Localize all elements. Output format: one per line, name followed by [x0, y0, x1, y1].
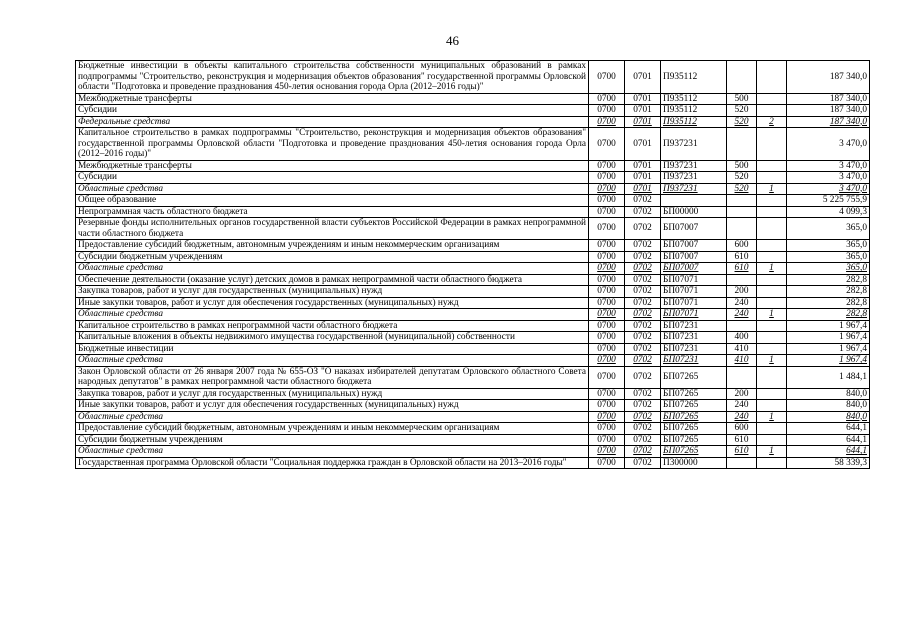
row-expense-type-code: 520 — [727, 183, 757, 195]
row-expense-type-code: 240 — [727, 400, 757, 412]
row-amount: 1 967,4 — [787, 355, 870, 367]
row-expense-type-code: 240 — [727, 309, 757, 321]
row-subsection-code: 0702 — [625, 195, 661, 207]
row-amount: 1 484,1 — [787, 366, 870, 388]
table-row — [76, 93, 870, 105]
row-section-code: 0700 — [589, 434, 625, 446]
row-section-code: 0700 — [589, 263, 625, 275]
table-row — [76, 195, 870, 207]
table-row — [76, 388, 870, 400]
row-name: Предоставление субсидий бюджетным, автономным учреждениям и иным некоммерческим организациям — [76, 240, 589, 252]
row-section-code: 0700 — [589, 446, 625, 458]
table-row — [76, 309, 870, 321]
row-subsection-code: 0702 — [625, 388, 661, 400]
row-funding-source-code — [757, 297, 787, 309]
row-name: Общее образование — [76, 195, 589, 207]
row-funding-source-code: 1 — [757, 355, 787, 367]
row-funding-source-code — [757, 457, 787, 469]
table-row — [76, 355, 870, 367]
row-amount: 187 340,0 — [787, 105, 870, 117]
row-funding-source-code — [757, 332, 787, 344]
row-amount: 1 967,4 — [787, 332, 870, 344]
row-funding-source-code — [757, 61, 787, 94]
row-name: Межбюджетные трансферты — [76, 160, 589, 172]
row-funding-source-code — [757, 195, 787, 207]
table-row — [76, 332, 870, 344]
row-expense-type-code: 410 — [727, 355, 757, 367]
row-amount: 187 340,0 — [787, 93, 870, 105]
row-amount: 365,0 — [787, 240, 870, 252]
row-subsection-code: 0701 — [625, 105, 661, 117]
table-row — [76, 218, 870, 240]
table-row — [76, 446, 870, 458]
row-subsection-code: 0702 — [625, 240, 661, 252]
row-subsection-code: 0702 — [625, 355, 661, 367]
row-funding-source-code — [757, 366, 787, 388]
row-target-article-code: БП07265 — [661, 423, 727, 435]
row-target-article-code: БП07071 — [661, 309, 727, 321]
table-row — [76, 183, 870, 195]
row-funding-source-code — [757, 388, 787, 400]
row-subsection-code: 0701 — [625, 93, 661, 105]
row-subsection-code: 0701 — [625, 183, 661, 195]
row-target-article-code: БП07007 — [661, 240, 727, 252]
table-row — [76, 160, 870, 172]
row-expense-type-code: 240 — [727, 411, 757, 423]
row-section-code: 0700 — [589, 388, 625, 400]
row-name: Резервные фонды исполнительных органов государственной власти субъектов Российской Федерации в рамках непрограммной части областного бюджета — [76, 218, 589, 240]
row-name: Иные закупки товаров, работ и услуг для обеспечения государственных (муниципальных) нужд — [76, 297, 589, 309]
table-row — [76, 411, 870, 423]
row-funding-source-code — [757, 434, 787, 446]
table-row — [76, 128, 870, 161]
row-target-article-code: П935112 — [661, 105, 727, 117]
row-target-article-code: П935112 — [661, 61, 727, 94]
row-subsection-code: 0702 — [625, 343, 661, 355]
row-amount: 840,0 — [787, 400, 870, 412]
row-target-article-code: П935112 — [661, 116, 727, 128]
row-name: Закон Орловской области от 26 января 2007 года № 655-ОЗ "О наказах избирателей депутатам Орловского областного Совета народных депутатов" в рамках непрограммной части областного бюджета — [76, 366, 589, 388]
table-row — [76, 366, 870, 388]
row-subsection-code: 0702 — [625, 320, 661, 332]
row-amount: 282,8 — [787, 309, 870, 321]
row-name: Субсидии бюджетным учреждениям — [76, 434, 589, 446]
table-row — [76, 116, 870, 128]
row-amount: 365,0 — [787, 218, 870, 240]
row-funding-source-code: 1 — [757, 411, 787, 423]
row-target-article-code: П937231 — [661, 160, 727, 172]
table-row — [76, 240, 870, 252]
row-section-code: 0700 — [589, 218, 625, 240]
row-expense-type-code: 200 — [727, 388, 757, 400]
row-expense-type-code: 520 — [727, 116, 757, 128]
row-amount: 282,8 — [787, 286, 870, 298]
row-target-article-code: БП07265 — [661, 434, 727, 446]
row-amount: 3 470,0 — [787, 160, 870, 172]
row-section-code: 0700 — [589, 355, 625, 367]
row-expense-type-code: 200 — [727, 286, 757, 298]
row-section-code: 0700 — [589, 240, 625, 252]
row-amount: 282,8 — [787, 274, 870, 286]
row-name: Субсидии — [76, 172, 589, 184]
row-amount: 187 340,0 — [787, 116, 870, 128]
row-expense-type-code — [727, 320, 757, 332]
row-funding-source-code: 1 — [757, 183, 787, 195]
row-section-code: 0700 — [589, 286, 625, 298]
row-subsection-code: 0702 — [625, 297, 661, 309]
row-funding-source-code — [757, 172, 787, 184]
row-expense-type-code: 610 — [727, 263, 757, 275]
row-expense-type-code: 600 — [727, 423, 757, 435]
row-section-code: 0700 — [589, 320, 625, 332]
table-row — [76, 61, 870, 94]
table-row — [76, 172, 870, 184]
row-amount: 3 470,0 — [787, 183, 870, 195]
row-subsection-code: 0702 — [625, 423, 661, 435]
row-subsection-code: 0702 — [625, 366, 661, 388]
table-row — [76, 434, 870, 446]
row-subsection-code: 0702 — [625, 446, 661, 458]
row-funding-source-code — [757, 160, 787, 172]
row-funding-source-code — [757, 240, 787, 252]
row-subsection-code: 0702 — [625, 206, 661, 218]
row-subsection-code: 0702 — [625, 263, 661, 275]
row-subsection-code: 0702 — [625, 218, 661, 240]
table-row — [76, 343, 870, 355]
row-subsection-code: 0702 — [625, 400, 661, 412]
row-section-code: 0700 — [589, 116, 625, 128]
row-section-code: 0700 — [589, 251, 625, 263]
row-target-article-code: П937231 — [661, 183, 727, 195]
table-row — [76, 297, 870, 309]
row-section-code: 0700 — [589, 93, 625, 105]
page-number: 46 — [446, 33, 459, 48]
row-target-article-code: П300000 — [661, 457, 727, 469]
row-section-code: 0700 — [589, 172, 625, 184]
row-target-article-code: БП07231 — [661, 332, 727, 344]
row-expense-type-code — [727, 218, 757, 240]
row-name: Иные закупки товаров, работ и услуг для обеспечения государственных (муниципальных) нужд — [76, 400, 589, 412]
row-funding-source-code — [757, 128, 787, 161]
row-funding-source-code — [757, 343, 787, 355]
row-subsection-code: 0702 — [625, 411, 661, 423]
row-funding-source-code — [757, 93, 787, 105]
row-section-code: 0700 — [589, 160, 625, 172]
row-section-code: 0700 — [589, 297, 625, 309]
row-target-article-code: П937231 — [661, 128, 727, 161]
row-subsection-code: 0702 — [625, 251, 661, 263]
row-subsection-code: 0701 — [625, 116, 661, 128]
row-section-code: 0700 — [589, 366, 625, 388]
row-name: Закупка товаров, работ и услуг для государственных (муниципальных) нужд — [76, 286, 589, 298]
row-expense-type-code: 610 — [727, 446, 757, 458]
row-amount: 5 225 755,9 — [787, 195, 870, 207]
table-row — [76, 274, 870, 286]
row-section-code: 0700 — [589, 411, 625, 423]
row-section-code: 0700 — [589, 195, 625, 207]
row-target-article-code: БП07265 — [661, 446, 727, 458]
row-section-code: 0700 — [589, 332, 625, 344]
row-subsection-code: 0702 — [625, 286, 661, 298]
row-funding-source-code — [757, 286, 787, 298]
row-subsection-code: 0701 — [625, 172, 661, 184]
row-target-article-code: БП07231 — [661, 320, 727, 332]
row-name: Субсидии — [76, 105, 589, 117]
row-name: Капитальные вложения в объекты недвижимого имущества государственной (муниципальной) собственности — [76, 332, 589, 344]
row-section-code: 0700 — [589, 183, 625, 195]
row-target-article-code: БП07265 — [661, 411, 727, 423]
row-funding-source-code: 1 — [757, 263, 787, 275]
row-name: Областные средства — [76, 183, 589, 195]
row-amount: 282,8 — [787, 297, 870, 309]
row-amount: 3 470,0 — [787, 172, 870, 184]
row-name: Областные средства — [76, 263, 589, 275]
table-row — [76, 263, 870, 275]
row-expense-type-code — [727, 366, 757, 388]
row-funding-source-code: 2 — [757, 116, 787, 128]
row-expense-type-code: 400 — [727, 332, 757, 344]
row-target-article-code: БП07265 — [661, 366, 727, 388]
row-amount: 3 470,0 — [787, 128, 870, 161]
table-row — [76, 457, 870, 469]
table-row — [76, 206, 870, 218]
row-name: Государственная программа Орловской области "Социальная поддержка граждан в Орловской области на 2013–2016 годы" — [76, 457, 589, 469]
row-subsection-code: 0701 — [625, 160, 661, 172]
row-expense-type-code: 520 — [727, 105, 757, 117]
table-row — [76, 423, 870, 435]
row-funding-source-code — [757, 400, 787, 412]
row-funding-source-code — [757, 206, 787, 218]
row-subsection-code: 0702 — [625, 434, 661, 446]
row-expense-type-code — [727, 195, 757, 207]
row-target-article-code: БП07007 — [661, 263, 727, 275]
row-section-code: 0700 — [589, 343, 625, 355]
row-subsection-code: 0702 — [625, 457, 661, 469]
row-expense-type-code: 520 — [727, 172, 757, 184]
row-name: Областные средства — [76, 446, 589, 458]
row-target-article-code: БП07007 — [661, 218, 727, 240]
table-row — [76, 286, 870, 298]
row-name: Межбюджетные трансферты — [76, 93, 589, 105]
row-subsection-code: 0701 — [625, 61, 661, 94]
row-target-article-code: БП07071 — [661, 274, 727, 286]
row-expense-type-code: 240 — [727, 297, 757, 309]
row-amount: 365,0 — [787, 263, 870, 275]
row-name: Капитальное строительство в рамках непрограммной части областного бюджета — [76, 320, 589, 332]
row-expense-type-code: 610 — [727, 434, 757, 446]
row-expense-type-code: 610 — [727, 251, 757, 263]
row-section-code: 0700 — [589, 105, 625, 117]
row-name: Субсидии бюджетным учреждениям — [76, 251, 589, 263]
row-name: Предоставление субсидий бюджетным, автономным учреждениям и иным некоммерческим организациям — [76, 423, 589, 435]
row-funding-source-code — [757, 320, 787, 332]
row-name: Капитальное строительство в рамках подпрограммы "Строительство, реконструкция и модернизация объектов образования" государственной программы Орловской области "Подготовка и проведение празднования 450-летия основания города Орла (2012–2016 годы)" — [76, 128, 589, 161]
row-expense-type-code — [727, 457, 757, 469]
row-expense-type-code — [727, 274, 757, 286]
row-target-article-code: БП07007 — [661, 251, 727, 263]
row-expense-type-code — [727, 128, 757, 161]
row-expense-type-code — [727, 206, 757, 218]
table-row — [76, 105, 870, 117]
row-subsection-code: 0702 — [625, 309, 661, 321]
row-section-code: 0700 — [589, 274, 625, 286]
row-funding-source-code — [757, 218, 787, 240]
row-target-article-code: БП07265 — [661, 388, 727, 400]
row-expense-type-code: 410 — [727, 343, 757, 355]
row-amount: 840,0 — [787, 411, 870, 423]
row-amount: 365,0 — [787, 251, 870, 263]
row-amount: 644,1 — [787, 423, 870, 435]
row-section-code: 0700 — [589, 309, 625, 321]
row-funding-source-code: 1 — [757, 446, 787, 458]
row-target-article-code: П937231 — [661, 172, 727, 184]
row-target-article-code: БП00000 — [661, 206, 727, 218]
table-row — [76, 251, 870, 263]
row-section-code: 0700 — [589, 61, 625, 94]
row-amount: 644,1 — [787, 434, 870, 446]
row-name: Непрограммная часть областного бюджета — [76, 206, 589, 218]
budget-table — [75, 60, 870, 469]
table-row — [76, 400, 870, 412]
row-funding-source-code — [757, 105, 787, 117]
row-target-article-code: П935112 — [661, 93, 727, 105]
row-name: Бюджетные инвестиции — [76, 343, 589, 355]
row-funding-source-code — [757, 251, 787, 263]
row-amount: 644,1 — [787, 446, 870, 458]
row-amount: 58 339,3 — [787, 457, 870, 469]
row-target-article-code: БП07071 — [661, 286, 727, 298]
row-amount: 1 967,4 — [787, 343, 870, 355]
row-subsection-code: 0701 — [625, 128, 661, 161]
row-subsection-code: 0702 — [625, 274, 661, 286]
row-target-article-code — [661, 195, 727, 207]
row-subsection-code: 0702 — [625, 332, 661, 344]
row-name: Областные средства — [76, 309, 589, 321]
row-expense-type-code: 600 — [727, 240, 757, 252]
row-name: Областные средства — [76, 411, 589, 423]
row-expense-type-code — [727, 61, 757, 94]
row-name: Бюджетные инвестиции в объекты капитального строительства собственности муниципальных образований в рамках подпрограммы "Строительство, реконструкция и модернизация объектов образования" государственной программы Орловской области "Подготовка и проведение празднования 450-летия основания города Орла (2012–2016 годы)" — [76, 61, 589, 94]
row-target-article-code: БП07231 — [661, 355, 727, 367]
row-section-code: 0700 — [589, 128, 625, 161]
row-section-code: 0700 — [589, 423, 625, 435]
row-name: Обеспечение деятельности (оказание услуг) детских домов в рамках непрограммной части областного бюджета — [76, 274, 589, 286]
row-amount: 840,0 — [787, 388, 870, 400]
row-expense-type-code: 500 — [727, 160, 757, 172]
row-amount: 4 099,3 — [787, 206, 870, 218]
table-row — [76, 320, 870, 332]
row-name: Закупка товаров, работ и услуг для государственных (муниципальных) нужд — [76, 388, 589, 400]
row-target-article-code: БП07231 — [661, 343, 727, 355]
row-funding-source-code — [757, 423, 787, 435]
row-name: Федеральные средства — [76, 116, 589, 128]
row-section-code: 0700 — [589, 400, 625, 412]
row-expense-type-code: 500 — [727, 93, 757, 105]
row-target-article-code: БП07071 — [661, 297, 727, 309]
budget-table-body — [76, 61, 870, 469]
row-funding-source-code — [757, 274, 787, 286]
row-amount: 187 340,0 — [787, 61, 870, 94]
row-section-code: 0700 — [589, 206, 625, 218]
row-funding-source-code: 1 — [757, 309, 787, 321]
row-name: Областные средства — [76, 355, 589, 367]
row-amount: 1 967,4 — [787, 320, 870, 332]
row-section-code: 0700 — [589, 457, 625, 469]
row-target-article-code: БП07265 — [661, 400, 727, 412]
